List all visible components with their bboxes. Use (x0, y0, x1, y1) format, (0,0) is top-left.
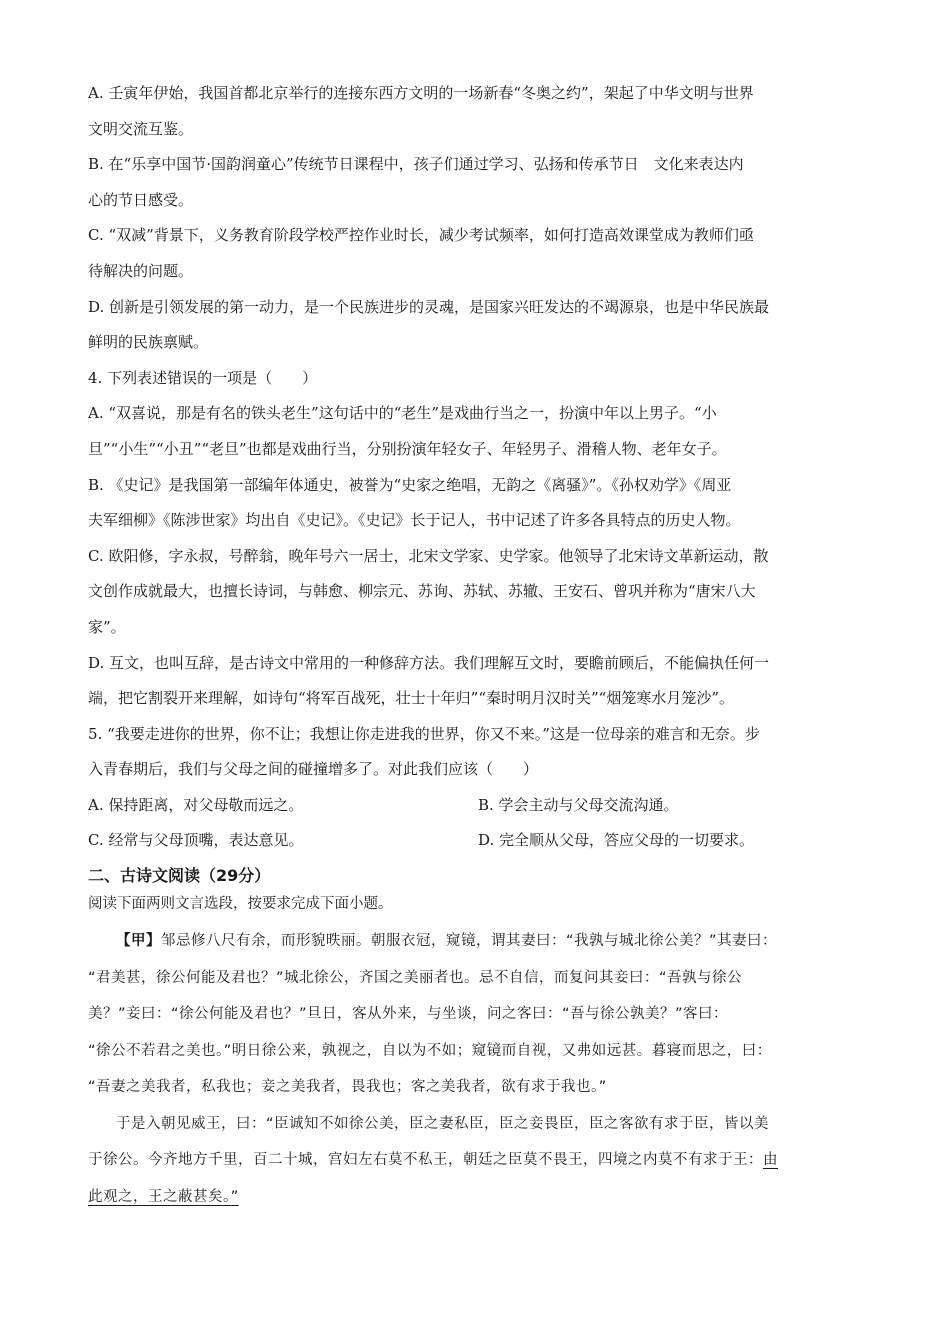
passage-jia-tag: 【甲】 (116, 933, 161, 950)
q3-option-c-line2: 待解决的问题。 (88, 261, 194, 280)
q4-line: C. 欧阳修，字永叔，号醉翁，晚年号六一居士，北宋文学家、史学家。他领导了北宋诗文革新运动，散 (88, 546, 769, 565)
passage-p1-line4: “徐公不若君之美也。”明日徐公来，孰视之，自以为不如；窥镜而自视，又弗如远甚。暮寝而思之，曰： (88, 1042, 772, 1059)
q4-line: D. 互文，也叫互辞，是古诗文中常用的一种修辞方法。我们理解互文时，要瞻前顾后，不能偏执任何一 (88, 653, 770, 672)
q3-option-b-line2: 心的节日感受。 (88, 190, 194, 209)
q4-line: 夫军细柳》《陈涉世家》均出自《史记》。《史记》长于记人，书中记述了许多各具特点的历史人物。 (88, 511, 741, 530)
exam-page (88, 76, 868, 1215)
section-2-instruction: 阅读下面两则文言选段，按要求完成下面小题。 (88, 896, 393, 913)
passage-p2-line1: 于是入朝见威王，曰：“臣诚知不如徐公美，臣之妻私臣，臣之妾畏臣，臣之客欲有求于臣，皆以美 (116, 1115, 770, 1132)
q5-stem-line2: 入青春期后，我们与父母之间的碰撞增多了。对此我们应该（ ） (88, 760, 539, 779)
q3-option-b-line1: B. 在“乐享中国节·国韵润童心”传统节日课程中，孩子们通过学习、弘扬和传承节日 文化来表达内 (88, 155, 744, 174)
closing-quote: ” (230, 1188, 239, 1205)
q4-line: 家”。 (88, 617, 126, 636)
q3-option-c-line1: C. “双减”背景下，义务教育阶段学校严控作业时长，减少考试频率，如何打造高效课堂成为教师们亟 (88, 226, 754, 245)
underlined-sentence: 由 (763, 1152, 778, 1169)
q5-option-c: C. 经常与父母顶嘴，表达意见。 (88, 831, 304, 850)
q5-option-d: D. 完全顺从父母，答应父母的一切要求。 (478, 831, 755, 850)
q4-line: B. 《史记》是我国第一部编年体通史，被誉为“史家之绝唱，无韵之《离骚》”。《孙权劝学》《周亚 (88, 475, 732, 494)
q5-options-row2 (88, 823, 868, 859)
passage-p1-line3: 美？”妾曰：“徐公何能及君也？”旦日，客从外来，与坐谈，问之客曰：“吾与徐公孰美？”客曰： (88, 1006, 729, 1023)
q3-option-d-line2: 鲜明的民族禀赋。 (88, 333, 209, 352)
passage-text: 邹忌修八尺有余，而形貌昳丽。朝服衣冠，窥镜，谓其妻曰：“我孰与城北徐公美？”其妻曰： (161, 933, 778, 950)
q5-options-row1 (88, 788, 868, 824)
question-5 (88, 717, 868, 859)
passage-p1-line5: “吾妻之美我者，私我也；妾之美我者，畏我也；客之美我者，欲有求于我也。” (88, 1079, 607, 1096)
passage-p1-line2: “君美甚，徐公何能及君也？”城北徐公，齐国之美丽者也。忌不自信，而复问其妾曰：“吾孰与徐公 (88, 969, 743, 986)
classical-passage-jia (88, 923, 868, 1215)
q4-line: 旦”“小生”“小丑”“老旦”也都是戏曲行当，分别扮演年轻女子、年轻男子、滑稽人物、老年女子。 (88, 439, 727, 458)
section-2-title: 二、古诗文阅读（29分） (88, 866, 271, 886)
q4-line: 端，把它割裂开来理解，如诗句“将军百战死，壮士十年归”“秦时明月汉时关”“烟笼寒水月笼沙”。 (88, 689, 735, 708)
q4-line: 文创作成就最大，也擅长诗词，与韩愈、柳宗元、苏询、苏轼、苏辙、王安石、曾巩并称为“唐宋八大 (88, 582, 756, 601)
passage-p1-line1 (88, 923, 868, 960)
underlined-sentence: 此观之，王之蔽甚矣。 (88, 1188, 231, 1205)
passage-text: 于徐公。今齐地方千里，百二十城，宫妇左右莫不私王，朝廷之臣莫不畏王，四境之内莫不有求于王： (88, 1152, 763, 1169)
q3-options (88, 76, 868, 361)
q4-stem: 4. 下列表述错误的一项是（ ） (88, 368, 318, 387)
passage-p2-line3 (88, 1179, 868, 1216)
passage-p2-line2 (88, 1142, 868, 1179)
q3-option-d-line1: D. 创新是引领发展的第一动力，是一个民族进步的灵魂，是国家兴旺发达的不竭源泉，也是中华民族最 (88, 297, 770, 316)
question-4 (88, 361, 868, 717)
q5-option-a: A. 保持距离，对父母敬而远之。 (88, 795, 304, 814)
q5-option-b: B. 学会主动与父母交流沟通。 (478, 795, 679, 814)
q4-line: A. “双喜说，那是有名的铁头老生”这句话中的“老生”是戏曲行当之一，扮演中年以上男子。“小 (88, 404, 717, 423)
q3-option-a-line2: 文明交流互鉴。 (88, 119, 194, 138)
q5-stem-line1: 5. “我要走进你的世界，你不让；我想让你走进我的世界，你又不来。”这是一位母亲的难言和无奈。步 (88, 724, 760, 743)
q3-option-a-line1: A. 壬寅年伊始，我国首都北京举行的连接东西方文明的一场新春“冬奥之约”，架起了中华文明与世界 (88, 84, 754, 102)
